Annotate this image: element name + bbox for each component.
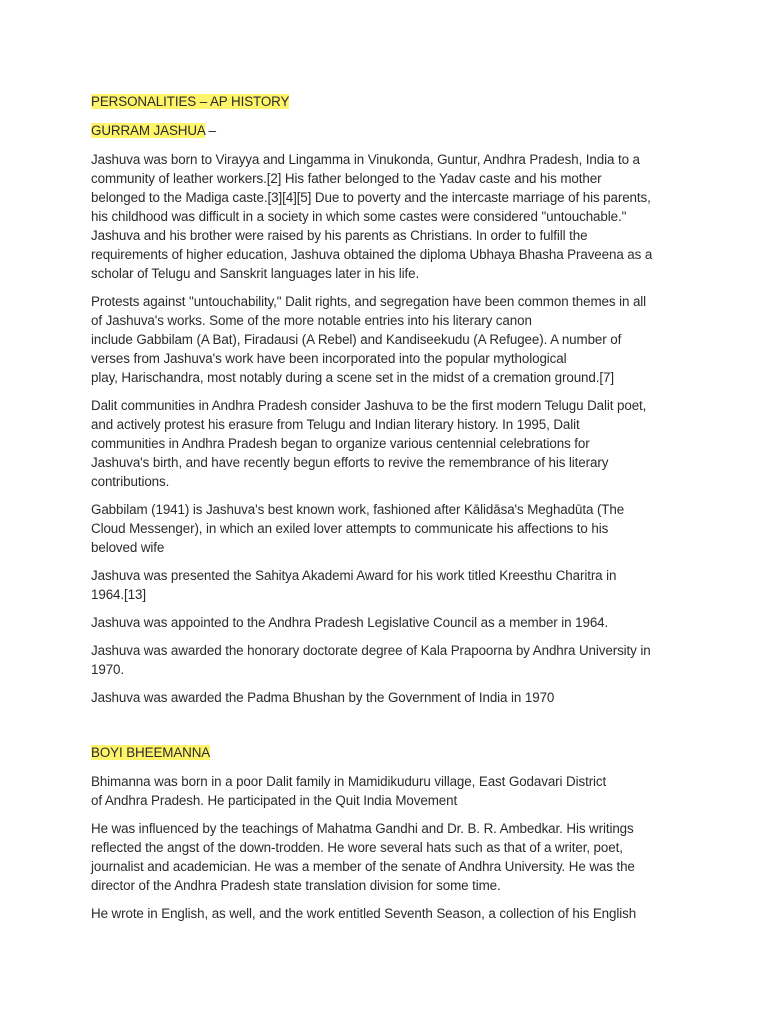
paragraph: He was influenced by the teachings of Mahatma Gandhi and Dr. B. R. Ambedkar. His writings reflected the angst of the down-trodden. He wore several hats such as that of a writer, poet, journalist and academician. He was a member of the senate of Andhra University. He was the director of the Andhra Pradesh state translation division for some time. xyxy=(91,821,635,893)
section-suffix-jashua: – xyxy=(205,123,216,138)
paragraph: Jashuva was appointed to the Andhra Pradesh Legislative Council as a member in 1964. xyxy=(91,615,609,630)
paragraph: Jashuva was awarded the Padma Bhushan by the Government of India in 1970 xyxy=(91,690,555,705)
paragraph: Dalit communities in Andhra Pradesh consider Jashuva to be the first modern Telugu Dalit poet, and actively protest his erasure from Telugu and Indian literary history. In 1995, Dalit communities in Andhra Pradesh began to organize various centennial celebrations for Jashuva's birth, and have recently begun efforts to revive the remembrance of his literary contributions. xyxy=(91,398,647,489)
section-heading-bheemanna xyxy=(91,743,691,762)
section-heading-jashua xyxy=(91,121,691,140)
document-title xyxy=(91,92,691,111)
paragraph: Gabbilam (1941) is Jashuva's best known work, fashioned after Kālidāsa's Meghadūta (The Cloud Messenger), in which an exiled lover attempts to communicate his affections to his beloved wife xyxy=(91,502,625,555)
document-title-text: PERSONALITIES – AP HISTORY xyxy=(91,94,290,109)
section-name-bheemanna: BOYI BHEEMANNA xyxy=(91,745,211,760)
document-page xyxy=(91,92,691,932)
paragraph: Jashuva was born to Virayya and Lingamma in Vinukonda, Guntur, Andhra Pradesh, India to a community of leather workers.[2] His father belonged to the Yadav caste and his mother belonged to the Madiga caste.[3][4][5] Due to poverty and the intercaste marriage of his parents, his childhood was difficult in a society in which some castes were considered "untouchable." Jashuva and his brother were raised by his parents as Christians. In order to fulfill the requirements of higher education, Jashuva obtained the diploma Ubhaya Bhasha Praveena as a scholar of Telugu and Sanskrit languages later in his life. xyxy=(91,152,653,281)
paragraph: Jashuva was awarded the honorary doctorate degree of Kala Prapoorna by Andhra University in 1970. xyxy=(91,643,651,677)
paragraph: Protests against "untouchability," Dalit rights, and segregation have been common themes in all of Jashuva's works. Some of the more notable entries into his literary canon include Gabbilam (A Bat), Firadausi (A Rebel) and Kandiseekudu (A Refugee). A number of verses from Jashuva's work have been incorporated into the popular mythological play, Harischandra, most notably during a scene set in the midst of a cremation ground.[7] xyxy=(91,294,647,385)
section-name-jashua: GURRAM JASHUA xyxy=(91,123,206,138)
paragraph: Bhimanna was born in a poor Dalit family in Mamidikuduru village, East Godavari District of Andhra Pradesh. He participated in the Quit India Movement xyxy=(91,774,607,808)
section-spacer xyxy=(91,716,691,743)
paragraph: Jashuva was presented the Sahitya Akademi Award for his work titled Kreesthu Charitra in 1964.[13] xyxy=(91,568,617,602)
paragraph: He wrote in English, as well, and the work entitled Seventh Season, a collection of his English xyxy=(91,906,637,921)
